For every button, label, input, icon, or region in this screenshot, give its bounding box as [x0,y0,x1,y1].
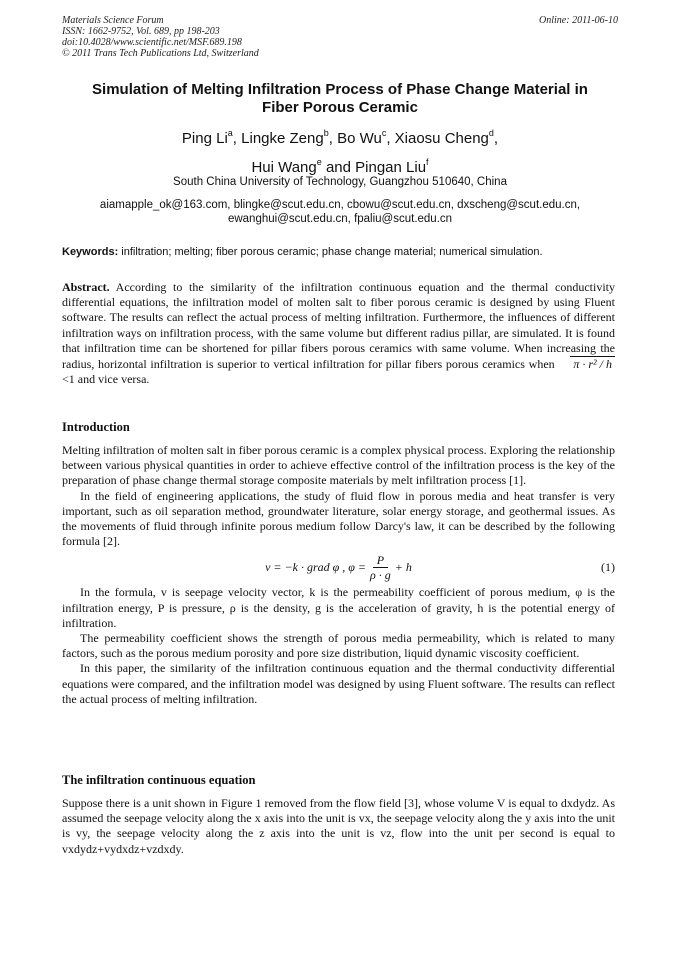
author: Bo Wu [337,130,382,147]
author: Xiaosu Cheng [394,130,489,147]
paragraph: Suppose there is a unit shown in Figure 1 removed from the flow field [3], whose volume V is equal to dxdydz. As assumed the seepage velocity along the x axis into the unit is vx, the seepage velocity along the y axis into the unit is vy, the seepage velocity along the z axis into the unit is vz, flow into the unit per second is equal to vxdydz+vydxdz+vzdxdy. [62,796,615,856]
author-mark: e [316,157,322,167]
keywords [62,246,618,258]
emails-line-2: ewanghui@scut.edu.cn, fpaliu@scut.edu.cn [227,213,453,225]
equation-number: (1) [601,559,615,574]
author-mark: c [381,128,387,138]
emails-line-1: aiamapple_ok@163.com, blingke@scut.edu.cn, cbowu@scut.edu.cn, dxscheng@scut.edu.cn, [99,199,581,211]
abstract-label: Abstract. [62,280,110,294]
introduction-heading: Introduction [62,420,130,434]
equation-right: + h [394,559,412,574]
introduction-section [62,443,615,707]
title-line-1: Simulation of Melting Infiltration Process of Phase Change Material in [92,81,588,98]
author-conjunction: and [325,159,351,176]
equation-left: v = −k · grad φ , φ = [265,559,367,574]
email-list [62,198,618,226]
fraction-denominator: ρ · g [370,567,391,582]
journal-name: Materials Science Forum [62,15,164,26]
abstract [62,280,615,387]
author-mark: a [227,128,233,138]
author-mark: b [323,128,329,138]
issn: ISSN: 1662-9752, Vol. 689, pp 198-203 [62,26,220,37]
keywords-text: infiltration; melting; fiber porous ceramic; phase change material; numerical simulation. [118,246,543,258]
abstract-text: According to the similarity of the infiltration continuous equation and the thermal conductivity differential equations, the infiltration model of molten salt to fiber porous ceramic is designed by using Fluent software. The results can reflect the actual process of melting infiltration. Furthermore, the influences of different infiltration ways on infiltration process, with the same volume but different radius pillar, are simulated. It is found that infiltration time can be shortened for pillar fibers porous ceramics with same volume. When increasing the radius, horizontal infiltration is superior to vertical infiltration for pillar fibers porous ceramics when [62,280,615,372]
fraction-numerator: P [373,553,388,568]
paragraph: In this paper, the similarity of the infiltration continuous equation and the thermal conductivity differential equations were compared, and the infiltration model was designed by using Fluent software. The results can reflect the actual process of melting infiltration. [62,661,615,706]
paragraph: Melting infiltration of molten salt in fiber porous ceramic is a complex physical process. Exploring the relationship between various physical quantities in order to achieve effective control of the infiltration process is the key of the preparation of phase change thermal storage composite materials by melt infiltration process [1]. [62,443,615,488]
equation-fraction [370,553,391,582]
author: Pingan Liu [355,159,427,176]
continuous-equation-section [62,796,615,857]
author: Ping Li [181,130,228,147]
affiliation: South China University of Technology, Guangzhou 510640, China [173,176,507,188]
author-mark: f [426,157,429,167]
author-mark: d [488,128,494,138]
continuous-equation-heading: The infiltration continuous equation [62,773,256,787]
online-date: Online: 2011-06-10 [539,15,618,26]
paper-title [62,81,618,117]
doi: doi:10.4028/www.scientific.net/MSF.689.198 [62,37,242,48]
author: Lingke Zeng [241,130,324,147]
keywords-label: Keywords: [62,246,119,258]
equation-1 [62,549,615,585]
paragraph: In the field of engineering applications, the study of fluid flow in porous media and heat transfer is very important, such as oil separation method, groundwater literature, solar energy storage, and geothermal issues. As the movements of fluid through infinite porous medium follow Darcy's law, it can be described by the following formula [2]. [62,488,615,549]
author-list: Ping Li$^a$, Lingke Zeng$^b$, Bo Wu$^c$, Xiaosu Cheng$^d$, Hui Wang$^e$ and Pingan Liu$^f$ [181,128,499,176]
journal-header [62,15,618,59]
author: Hui Wang [251,159,317,176]
copyright: © 2011 Trans Tech Publications Ltd, Switzerland [62,48,259,59]
title-line-2: Fiber Porous Ceramic [262,99,418,116]
abstract-end: <1 and vice versa. [62,372,150,387]
paragraph: In the formula, v is seepage velocity vector, k is the permeability coefficient of porous medium, φ is the infiltration energy, P is pressure, ρ is the density, g is the acceleration of gravity, h is the potential energy of infiltration. [62,585,615,630]
paragraph: The permeability coefficient shows the strength of porous media permeability, which is related to many factors, such as the porous medium porosity and pore size distribution, liquid dynamic viscosity coefficient. [62,631,615,661]
abstract-expression: π · r² / h [570,356,615,372]
